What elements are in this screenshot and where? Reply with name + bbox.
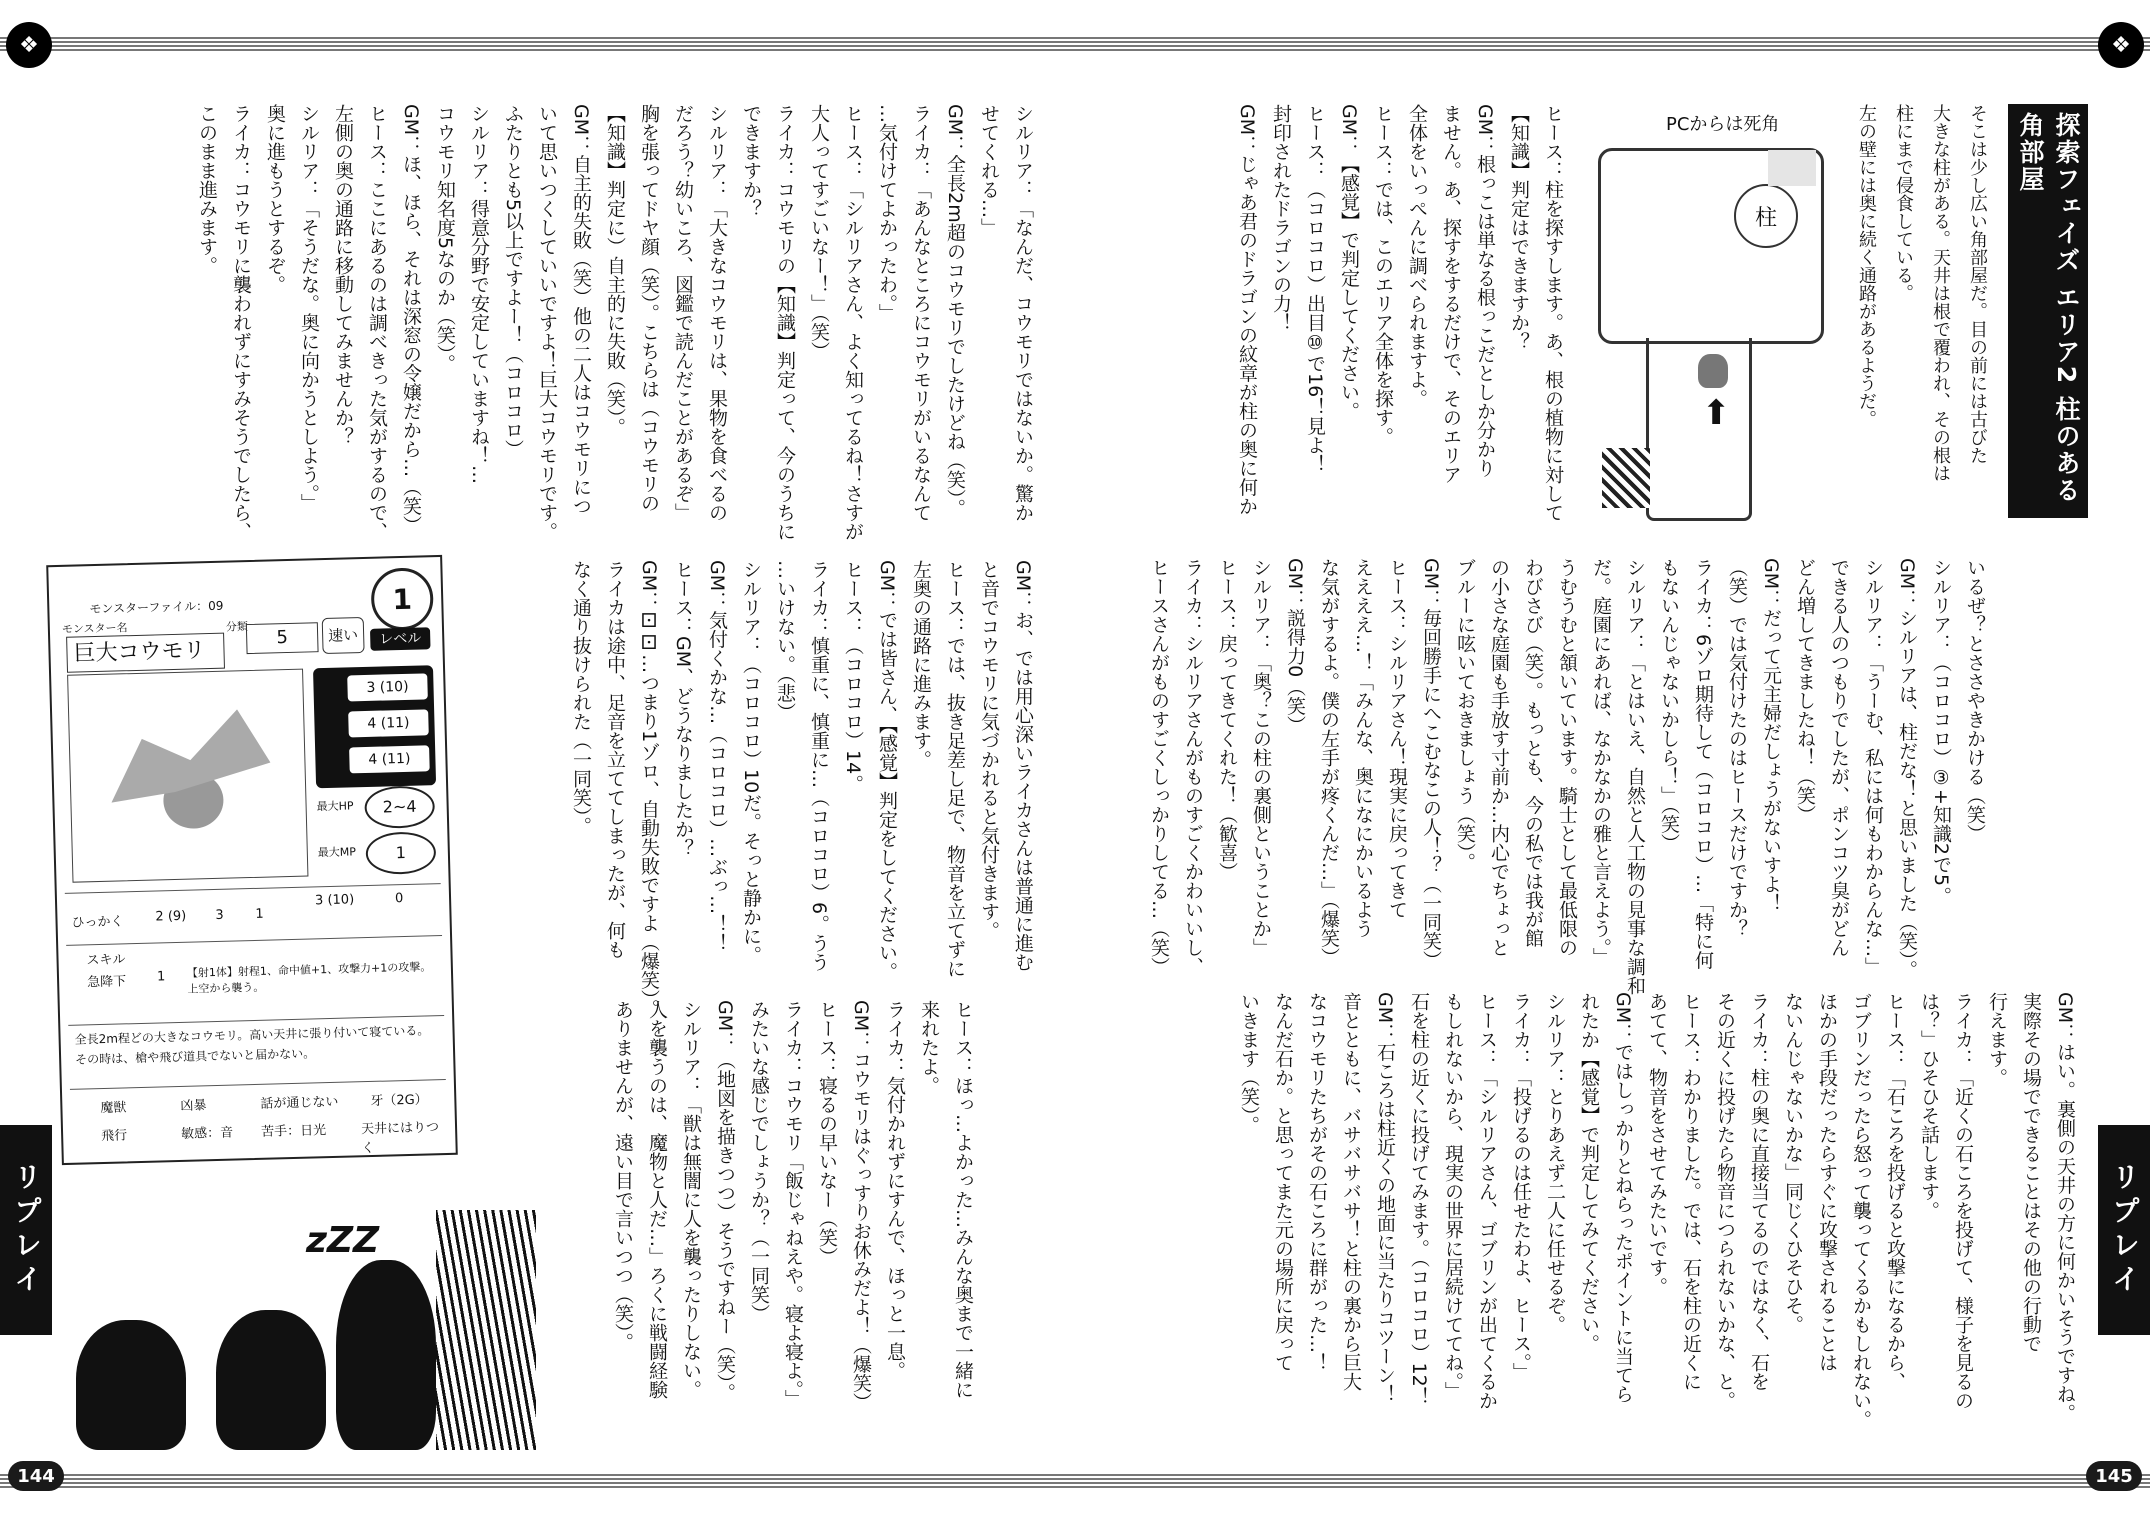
- attack-hit: 2 (9): [155, 908, 187, 925]
- stats-block: [313, 665, 436, 788]
- mp-label: 最大MP: [317, 845, 357, 860]
- corner-ornament-right-icon: ❖: [2098, 22, 2144, 68]
- map-pillar: [1734, 184, 1798, 248]
- trait-value: 苦手：日光: [260, 1123, 327, 1140]
- monster-category-label: 分類: [225, 620, 249, 634]
- left-column-1: シルリア：「なんだ、コウモリではないか。驚か せてくれる…」 GM：全長2m超のコウモリでしたけどね（笑）。 ライカ：「あんなところにコウモリがいるなんて …気付けてよかったわ。」 ヒース：「シルリアさん、よく知ってるね！さすが 大人ってすごいなー！」（笑） ライカ：コウモリの【知識】判定って、今のうちに できますか？ シルリア：「大きなコウモリは、果物を食べるの だろう？幼いころ、図鑑で読んだことがあるぞ」 胸を張ってドヤ顔（笑）。こちらは（コウモリの 【知識】判定に）自主的に失敗（笑）。 GM：自主的失敗（笑）他の二人はコウモリにつ いて思いつくしていいですよ！巨大コウモリです。 ふたりとも5以上ですよー！（コロコロ） シルリア：得意分野で安定していますね！… コウモリ知名度5なのか（笑）。 GM：ほ、ほら、それは深窓の令嬢だから…（笑） ヒース：ここにあるのは調べきった気がするので、 左側の奥の通路に移動してみませんか？ シルリア：「そうだな。奥に向かうとしよう。」 奥に進もうとするぞ。 ライカ：コウモリに襲われずにすみそうでしたら、 このまま進みます。: [196, 104, 1034, 541]
- corner-ornament-left-icon: ❖: [6, 22, 52, 68]
- area-map: [1586, 104, 1836, 524]
- intro-text: そこは少し広い角部屋だ。目の前には古びた 大きな柱がある。天井は根で覆われ、その根は 柱にまで侵食している。 左の壁には奥に続く通路があるようだ。: [1856, 104, 1988, 482]
- stat-row: 3 (10): [347, 673, 428, 701]
- map-shadow-area: [1768, 150, 1816, 186]
- skill-table: [66, 935, 444, 1016]
- section-title: 探索フェイズ エリア2 柱のある角部屋: [2008, 104, 2088, 518]
- attack-range: 1: [255, 906, 264, 922]
- stat-row: 4 (11): [349, 745, 430, 773]
- map-label: PCからは死角: [1666, 114, 1780, 135]
- monster-portrait: [67, 669, 308, 883]
- page-number-left: 144: [8, 1461, 64, 1491]
- character-silhouette-3: [336, 1260, 436, 1450]
- trait-value: 敏感：音: [180, 1125, 234, 1142]
- trait-value: 魔獣: [100, 1100, 127, 1117]
- party-silhouette-illustration: [56, 1190, 556, 1450]
- skill-header: スキル: [86, 952, 126, 969]
- right-column-1: ヒース：柱を探すします。あ、根の植物に対して 【知識】判定はできますか？ GM：根っこは単なる根っこだとしか分かり ません。あ、探すをするだけで、そのエリア 全体をいっぺんに調べられますよ。 ヒース：では、このエリア全体を探す。 GM：【感覚】で判定してください。 ヒース：（コロコロ）出目⑩で16！見よ！ 封印されたドラゴンの力！ GM：じゃあ君のドラゴンの紋章が柱の奥に何か: [1236, 104, 1564, 522]
- monster-note: [68, 1015, 445, 1086]
- defense-armor: 0: [394, 891, 404, 907]
- stat-row: 4 (11): [348, 709, 429, 737]
- map-hatched-area: [1602, 448, 1650, 508]
- left-column-3: ヒース：ほっ…よかった…みんな奥まで一緒に 来れたよ。 ライカ：気付かれずにすんで、ほっと一息。 GM：コウモリはぐっすりお休みだよ！（爆笑） ヒース：寝るの早いなー（笑） ライカ：コウモリ「飯じゃねえや。寝よ寝よ。」 みたいな感じでしょうか？（一同笑） GM：（地図を描きつつ）そうですねー（笑）。 シルリア：「獣は無闇に人を襲ったりしない。 人を襲うのは、魔物と人だ…」ろくに戦闘経験 ありませんが、遠い目で言いつつ（笑）。: [612, 1000, 974, 1412]
- bottom-rule: [0, 1474, 2150, 1490]
- speed-badge: 速い: [322, 617, 365, 654]
- defense-evade: 3 (10): [314, 892, 355, 909]
- monster-name-label: モンスター名: [61, 621, 128, 636]
- monster-name: 巨大コウモリ: [66, 633, 225, 673]
- level-value: 1: [392, 582, 413, 616]
- trait-value: 天井にはりつく: [360, 1120, 440, 1157]
- side-tab-left: リプレイ: [0, 1125, 52, 1335]
- skill-cost: 1: [156, 969, 166, 985]
- monster-note-text: 全長2m程どの大きなコウモリ。高い天井に張り付いて寝ている。その時は、槍や飛び道具でないと届かない。: [74, 1023, 430, 1067]
- attack-name: ひっかく: [71, 914, 124, 931]
- monster-card: [46, 555, 458, 1165]
- page-number-right: 145: [2086, 1461, 2142, 1491]
- right-column-2: いるぜ？とささやきかける（笑） シルリア：（コロコロ）③+知識2で5。 GM：シルリアは、柱だな！と思いました（笑）。 シルリア：「うーむ、私には何もわからんな…」 できる人のつもりでしたが、ポンコツ臭がどん どん増してきましたね！（笑） GM：だって元主婦だしょうがないすよ！ （笑）では気付けたのはヒースだけですか？ ライカ：6ゾロ期待して（コロコロ）…「特に何 もないんじゃないかしら！」（笑） シルリア：「とはいえ、自然と人工物の見事な調和 だ。庭園にあれば、なかなかの雅と言えよう。」 うむうむと頷いています。騎士として最低限の わびさび（笑）。もっとも、今の私では我が館 の小さな庭園も手放す寸前か…内心でちょっと ブルーに呟いておきましょう（笑）。 GM：毎回勝手にへこむなこの人！？（一同笑） ヒース：シルリアさん！現実に戻ってきて ええええ…！「みんな、奥になにかいるよう な気がするよ。僕の左手が疼くんだ…」（爆笑） GM：説得力0（笑） シルリア：「奥？この柱の裏側ということか」 ヒース：戻ってきてくれた！（歓喜） ライカ：シルリアさんがものすごくかわいいし、 ヒースさんがものすごくしっかりしてる…（笑）: [1148, 558, 1986, 995]
- monster-category: 5: [246, 622, 319, 654]
- trait-value: 牙（2G）: [370, 1092, 428, 1109]
- up-arrow-icon: ⬆: [1702, 393, 1731, 433]
- player-figure-icon: [1698, 354, 1728, 388]
- right-column-3: GM：はい。裏側の天井の方に何かいそうですね。 実際その場でできることはその他の行動で 行えます。 ライカ：「近くの石ころを投げて、様子を見るの は？」ひそひそ話します。 ヒース：「石ころを投げると攻撃になるから、 ゴブリンだったら怒って襲ってくるかもしれない。 ほかの手段だったらすぐに攻撃されることは ないんじゃないかな」同じくひそひそ。 ライカ：柱の奥に直接当てるのではなく、石を その近くに投げたら物音につられないかな、と。 ヒース：わかりました。では、石を柱の近くに あてて、物音をさせてみたいです。 GM：ではしっかりとねらったポイントに当てら れたか【感覚】で判定してみてください。 シルリア：とりあえず二人に任せるぞ。 ライカ：「投げるのは任せたわよ、ヒース。」 ヒース：「シルリアさん、ゴブリンが出てくるか もしれないから、現実の世界に居続けててね。」 石を柱の近くに投げてみます。（コロコロ）12！ GM：石ころは柱近くの地面に当たりコツーン！ 音とともに、バサバサバサ！と柱の裏から巨大 なコウモリたちがその石ころに群がった…！ なんだ石か。と思ってまた元の場所に戻って いきます（笑）。: [1238, 992, 2076, 1429]
- trait-value: 飛行: [100, 1128, 128, 1145]
- map-pillar-label: 柱: [1754, 205, 1777, 231]
- hp-label: 最大HP: [316, 799, 354, 814]
- attack-table: [65, 883, 442, 934]
- zzz-text: zZZ: [306, 1220, 380, 1261]
- skill-name: 急降下: [86, 974, 127, 991]
- level-circle: [370, 567, 434, 631]
- character-silhouette-1: [76, 1320, 186, 1450]
- mp-value: 1: [365, 831, 436, 875]
- character-silhouette-2: [216, 1310, 326, 1450]
- left-column-2: GM：お、では用心深いライカさんは普通に進む と音でコウモリに気づかれると気付きます。 ヒース：では、抜き足差し足で、物音を立てずに 左奥の通路に進みます。 GM：では皆さん、【感覚】判定をしてください。 ヒース：（コロコロ）14。 ライカ：慎重に、慎重に…（コロコロ）6。うう …いけない。（悲） シルリア：（コロコロ）10だ。そっと静かに。 GM：気付くかな…（コロコロ）…ぶっ…！！ ヒース：GM、どうなりましたか？ GM：⚀⚀…つまり1ゾロ、自動失敗ですよ（爆笑）。 ライカは途中、足音を立ててしまったが、何も なく通り抜けられた（一同笑）。: [570, 560, 1034, 1018]
- hp-value: 2~4: [364, 785, 435, 829]
- wall-hatching: [436, 1210, 536, 1450]
- trait-value: 凶暴: [180, 1098, 207, 1114]
- monster-file-label: モンスターファイル：09: [89, 598, 224, 617]
- level-label: レベル: [370, 627, 431, 651]
- top-rule: [0, 37, 2150, 53]
- trait-value: 話が通じない: [260, 1094, 339, 1112]
- traits-table: [70, 1079, 448, 1157]
- attack-power: 3: [215, 907, 224, 923]
- side-tab-right: リプレイ: [2098, 1125, 2150, 1335]
- skill-effect: 【射1体】射程1、命中値+1、攻撃力+1の攻撃。上空から襲う。: [186, 960, 432, 996]
